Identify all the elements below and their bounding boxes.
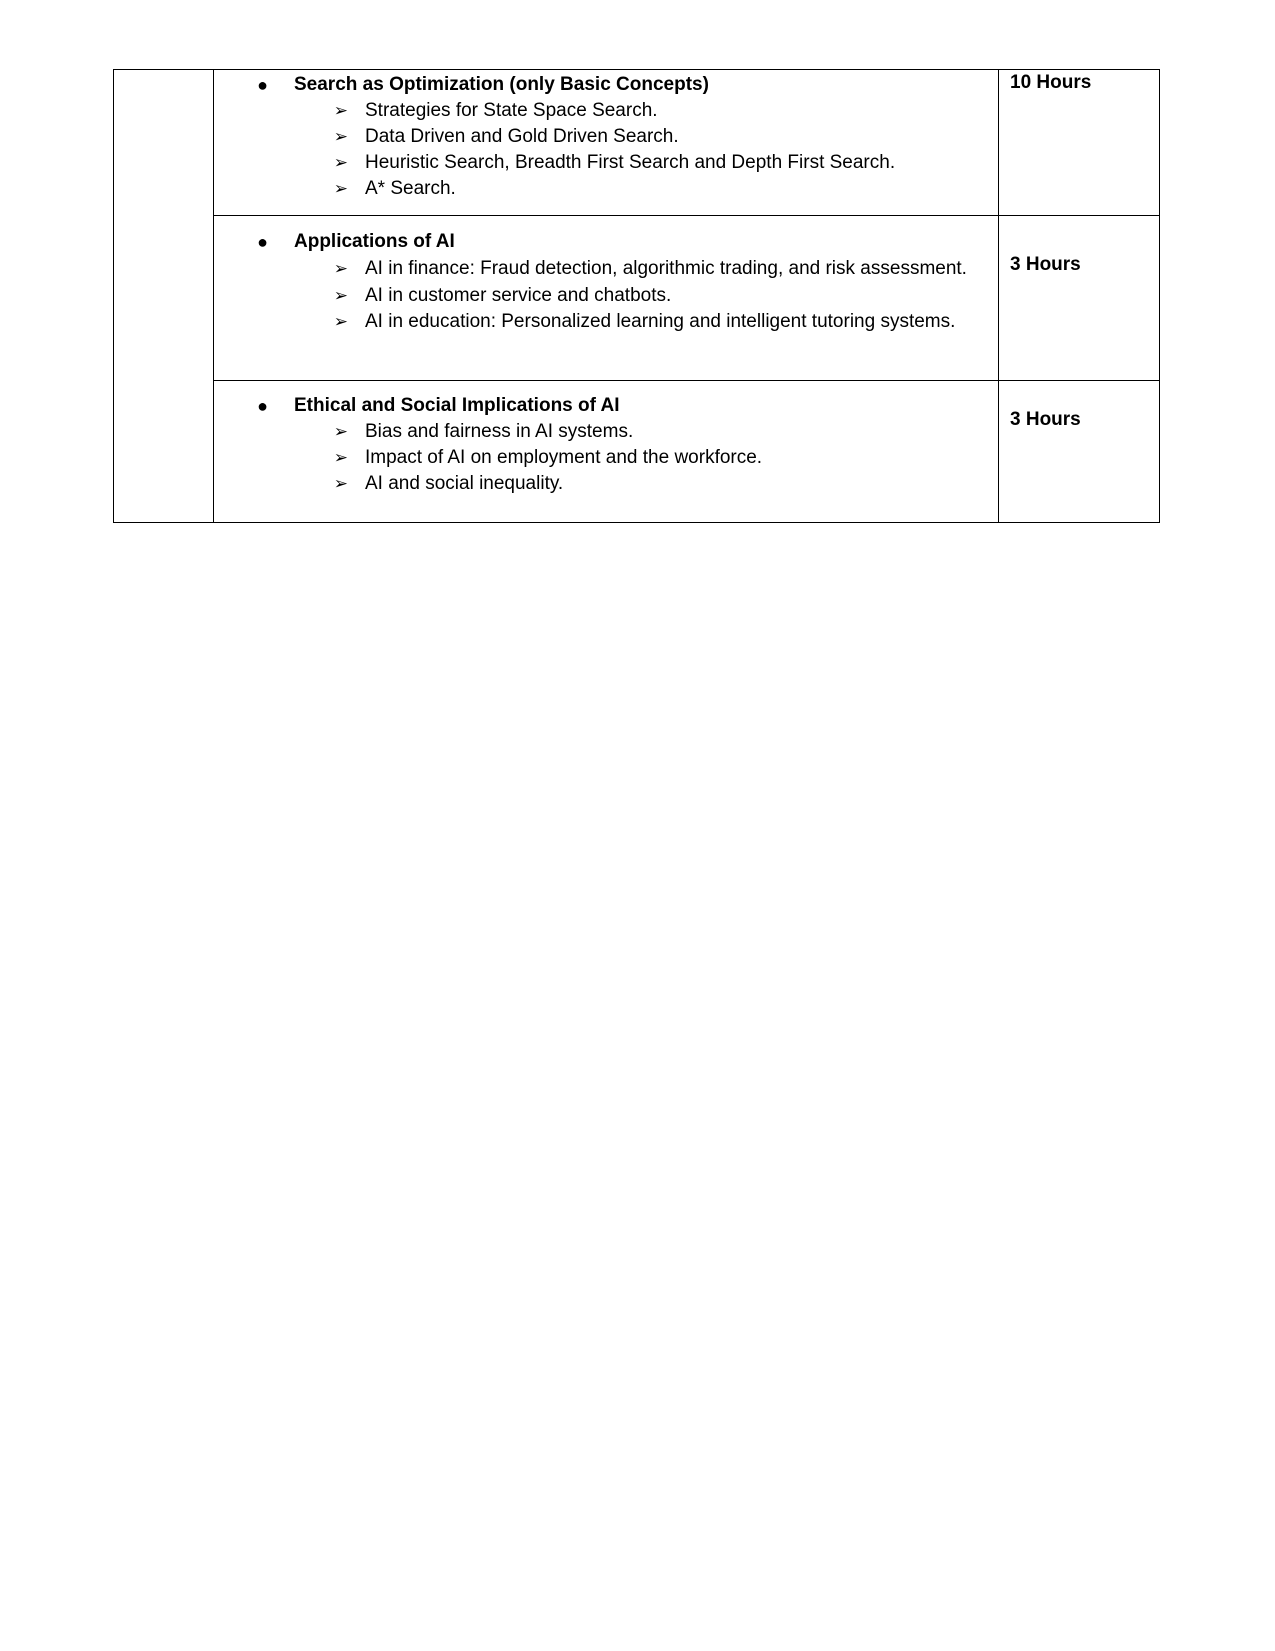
arrow-bullet-icon: ➢	[333, 259, 348, 278]
arrow-bullet-icon: ➢	[333, 153, 348, 172]
list-item-text: Strategies for State Space Search.	[365, 100, 658, 121]
hours-cell	[999, 216, 1160, 381]
hours-label: 3 Hours	[1010, 409, 1081, 430]
list-item-text: AI in finance: Fraud detection, algorithmic trading, and risk assessment.	[365, 258, 967, 279]
bullet-icon: ●	[257, 396, 268, 416]
arrow-bullet-icon: ➢	[333, 127, 348, 146]
list-item-text: AI in customer service and chatbots.	[365, 285, 672, 306]
list-item	[214, 445, 998, 471]
arrow-bullet-icon: ➢	[333, 286, 348, 305]
list-item-text: Bias and fairness in AI systems.	[365, 421, 634, 442]
topic-cell	[214, 381, 999, 523]
arrow-bullet-icon: ➢	[333, 422, 348, 441]
bullet-icon: ●	[257, 75, 268, 95]
topic-heading: Applications of AI	[294, 231, 455, 252]
hours-label: 3 Hours	[1010, 254, 1081, 275]
table-row	[114, 70, 1160, 216]
arrow-bullet-icon: ➢	[333, 312, 348, 331]
subtopic-list	[214, 255, 998, 335]
arrow-bullet-icon: ➢	[333, 448, 348, 467]
list-item-text: Impact of AI on employment and the workforce.	[365, 447, 763, 468]
list-item	[214, 419, 998, 445]
topic-heading: Search as Optimization (only Basic Concepts)	[294, 74, 709, 95]
list-item-text: Heuristic Search, Breadth First Search and Depth First Search.	[365, 152, 896, 173]
arrow-bullet-icon: ➢	[333, 179, 348, 198]
list-item	[214, 309, 998, 335]
syllabus-table	[113, 69, 1160, 523]
topic-cell	[214, 216, 999, 381]
hours-label: 10 Hours	[1010, 72, 1092, 93]
hours-cell	[999, 70, 1160, 216]
arrow-bullet-icon: ➢	[333, 101, 348, 120]
bullet-icon: ●	[257, 232, 268, 252]
list-item-text: AI in education: Personalized learning and intelligent tutoring systems.	[365, 311, 956, 332]
topic-cell	[214, 70, 999, 216]
list-item	[214, 124, 998, 150]
list-item	[214, 471, 998, 497]
list-item-text: AI and social inequality.	[365, 473, 564, 494]
topic-heading: Ethical and Social Implications of AI	[294, 395, 620, 416]
unit-cell	[114, 70, 214, 523]
list-item	[214, 98, 998, 124]
list-item	[214, 150, 998, 176]
list-item-text: A* Search.	[365, 178, 456, 199]
list-item	[214, 176, 998, 202]
arrow-bullet-icon: ➢	[333, 474, 348, 493]
table-row	[114, 216, 1160, 381]
list-item-text: Data Driven and Gold Driven Search.	[365, 126, 679, 147]
hours-cell	[999, 381, 1160, 523]
subtopic-list	[214, 419, 998, 497]
list-item	[214, 255, 998, 283]
subtopic-list	[214, 98, 998, 202]
list-item	[214, 283, 998, 309]
table-row	[114, 381, 1160, 523]
